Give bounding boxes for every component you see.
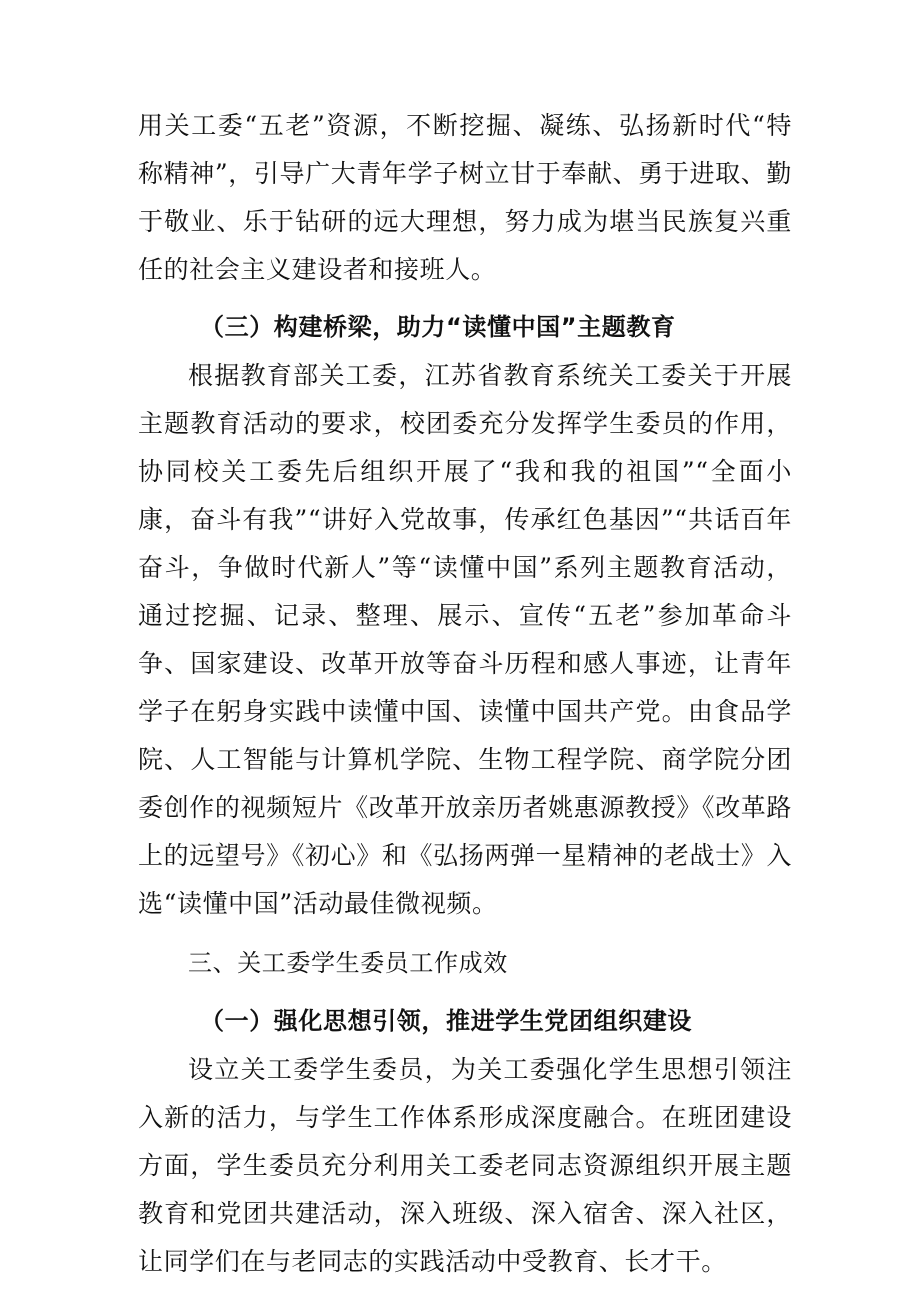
paragraph-student-members: 设立关工委学生委员，为关工委强化学生思想引领注入新的活力，与学生工作体系形成深度融合。在班团建设方面，学生委员充分利用关工委老同志资源组织开展主题教育和党团共建活动，深入班级、深入宿舍、深入社区，让同学们在与老同志的实践活动中受教育、长才干。 [138,1055,792,1276]
paragraph-reading-china: 根据教育部关工委，江苏省教育系统关工委关于开展主题教育活动的要求，校团委充分发挥学生委员的作用，协同校关工委先后组织开展了“我和我的祖国”“全面小康，奋斗有我”“讲好入党故事，传承红色基因”“共话百年奋斗，争做时代新人”等“读懂中国”系列主题教育活动，通过挖掘、记录、整理、展示、宣传“五老”参加革命斗争、国家建设、改革开放等奋斗历程和感人事迹，让青年学子在躬身实践中读懂中国、读懂中国共产党。由食品学院、人工智能与计算机学院、生物工程学院、商学院分团委创作的视频短片《改革开放亲历者姚惠源教授》《改革路上的远望号》《初心》和《弘扬两弹一星精神的老战士》入选“读懂中国”活动最佳微视频。 [138,361,792,918]
subheading-build-bridges: （三）构建桥梁，助力“读懂中国”主题教育 [200,313,676,341]
subheading-ideological-guidance: （一）强化思想引领，推进学生党团组织建设 [200,1007,692,1035]
section-heading-achievements: 三、关工委学生委员工作成效 [188,949,508,977]
document-page [138,102,792,1286]
paragraph-continuation: 用关工委“五老”资源，不断挖掘、凝练、弘扬新时代“特称精神”，引导广大青年学子树立甘于奉献、勇于进取、勤于敬业、乐于钻研的远大理想，努力成为堪当民族复兴重任的社会主义建设者和接班人。 [138,111,792,284]
